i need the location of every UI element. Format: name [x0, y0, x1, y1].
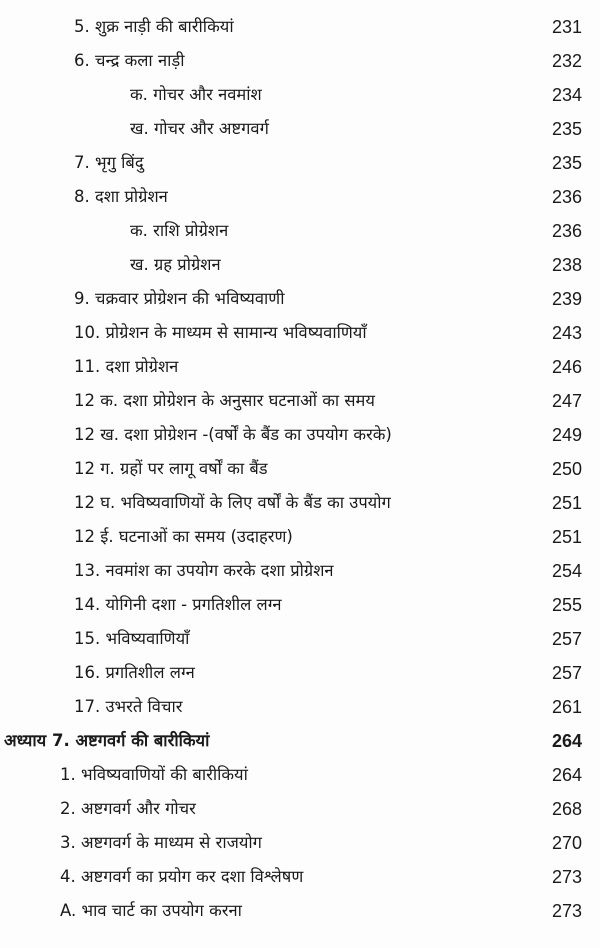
toc-entry [0, 282, 600, 316]
toc-entry-title: 12 क. दशा प्रोग्रेशन के अनुसार घटनाओं का समय [74, 391, 375, 410]
toc-entry-title: 12 घ. भविष्यवाणियों के लिए वर्षों के बैंड का उपयोग [74, 493, 391, 512]
toc-entry-page: 261 [551, 697, 582, 717]
toc-entry-title: 13. नवमांश का उपयोग करके दशा प्रोग्रेशन [74, 561, 334, 580]
toc-entry [0, 894, 600, 928]
toc-entry [0, 452, 600, 486]
toc-entry-page: 243 [551, 323, 582, 343]
toc-entry [0, 656, 600, 690]
toc-entry-title: 11. दशा प्रोग्रेशन [74, 357, 179, 376]
toc-entry-page: 251 [551, 527, 582, 547]
toc-entry-page: 235 [551, 153, 582, 173]
toc-chapter-page: 264 [551, 731, 582, 751]
toc-entry [0, 826, 600, 860]
toc-entry [0, 384, 600, 418]
toc-entry [0, 758, 600, 792]
toc-entry-page: 249 [551, 425, 582, 445]
toc-entry [0, 248, 600, 282]
toc-entry-page: 246 [551, 357, 582, 377]
toc-entry-title: 5. शुक्र नाड़ी की बारीकियां [74, 17, 234, 36]
toc-entry-title: 7. भृगु बिंदु [74, 153, 144, 172]
toc-entry-page: 250 [551, 459, 582, 479]
toc-entry-page: 235 [551, 119, 582, 139]
toc-entry-page: 270 [551, 833, 582, 853]
toc-entry-title: 3. अष्टगवर्ग के माध्यम से राजयोग [60, 833, 262, 852]
toc-entry-title: 10. प्रोग्रेशन के माध्यम से सामान्य भविष्यवाणियाँ [74, 323, 367, 342]
toc-entry-page: 236 [551, 187, 582, 207]
toc-entry-title: ख. ग्रह प्रोग्रेशन [130, 255, 221, 274]
toc-entry-page: 239 [551, 289, 582, 309]
toc-entry [0, 10, 600, 44]
toc-entry [0, 690, 600, 724]
toc-entry-page: 251 [551, 493, 582, 513]
toc-entry [0, 44, 600, 78]
toc-entry-title: 12 ख. दशा प्रोग्रेशन -(वर्षों के बैंड का उपयोग करके) [74, 425, 392, 444]
toc-entry [0, 214, 600, 248]
toc-entry [0, 146, 600, 180]
toc-entry-title: 15. भविष्यवाणियाँ [74, 629, 190, 648]
toc-entry-title: 2. अष्टगवर्ग और गोचर [60, 799, 196, 818]
toc-entry-page: 236 [551, 221, 582, 241]
toc-entry-title: 16. प्रगतिशील लग्न [74, 663, 195, 682]
toc-entry-page: 247 [551, 391, 582, 411]
toc-entry [0, 316, 600, 350]
toc-entry-title: ख. गोचर और अष्टगवर्ग [130, 119, 269, 138]
toc-entry-title: क. राशि प्रोग्रेशन [130, 221, 229, 240]
toc-entry-page: 264 [551, 765, 582, 785]
toc-entry-title: 8. दशा प्रोग्रेशन [74, 187, 168, 206]
toc-entry-page: 231 [551, 17, 582, 37]
toc-entry [0, 78, 600, 112]
toc-entry [0, 350, 600, 384]
toc-entry [0, 418, 600, 452]
toc-entry-title: 6. चन्द्र कला नाड़ी [74, 51, 185, 70]
toc-entry-page: 234 [551, 85, 582, 105]
toc-entry-page: 255 [551, 595, 582, 615]
toc-entry [0, 520, 600, 554]
toc-entry [0, 860, 600, 894]
toc-entry-page: 238 [551, 255, 582, 275]
toc-entry [0, 112, 600, 146]
toc-entry-title: 12 ग. ग्रहों पर लागू वर्षों का बैंड [74, 459, 268, 478]
toc-entry [0, 486, 600, 520]
toc-entry-title: 14. योगिनी दशा - प्रगतिशील लग्न [74, 595, 282, 614]
toc-entry-title: 12 ई. घटनाओं का समय (उदाहरण) [74, 527, 293, 546]
toc-entry-page: 273 [551, 901, 582, 921]
toc-entry-page: 257 [551, 663, 582, 683]
toc-entry [0, 792, 600, 826]
toc-entry-title: 1. भविष्यवाणियों की बारीकियां [60, 765, 248, 784]
toc-entry [0, 554, 600, 588]
toc-entry-title: 4. अष्टगवर्ग का प्रयोग कर दशा विश्लेषण [60, 867, 304, 886]
toc-entry-title: 9. चक्रवार प्रोग्रेशन की भविष्यवाणी [74, 289, 285, 308]
toc-entry [0, 588, 600, 622]
toc-entry-title: क. गोचर और नवमांश [130, 85, 262, 104]
toc-entry-title: 17. उभरते विचार [74, 697, 183, 716]
toc-chapter-title: अध्याय 7. अष्टगवर्ग की बारीकियां [4, 731, 210, 750]
toc-chapter-heading [0, 724, 600, 758]
toc-entry-page: 232 [551, 51, 582, 71]
toc-entry-title: A. भाव चार्ट का उपयोग करना [60, 901, 242, 920]
toc-entry-page: 257 [551, 629, 582, 649]
toc-entry [0, 622, 600, 656]
toc-entry-page: 268 [551, 799, 582, 819]
toc-entry-page: 273 [551, 867, 582, 887]
toc-entry [0, 180, 600, 214]
toc-entry-page: 254 [551, 561, 582, 581]
